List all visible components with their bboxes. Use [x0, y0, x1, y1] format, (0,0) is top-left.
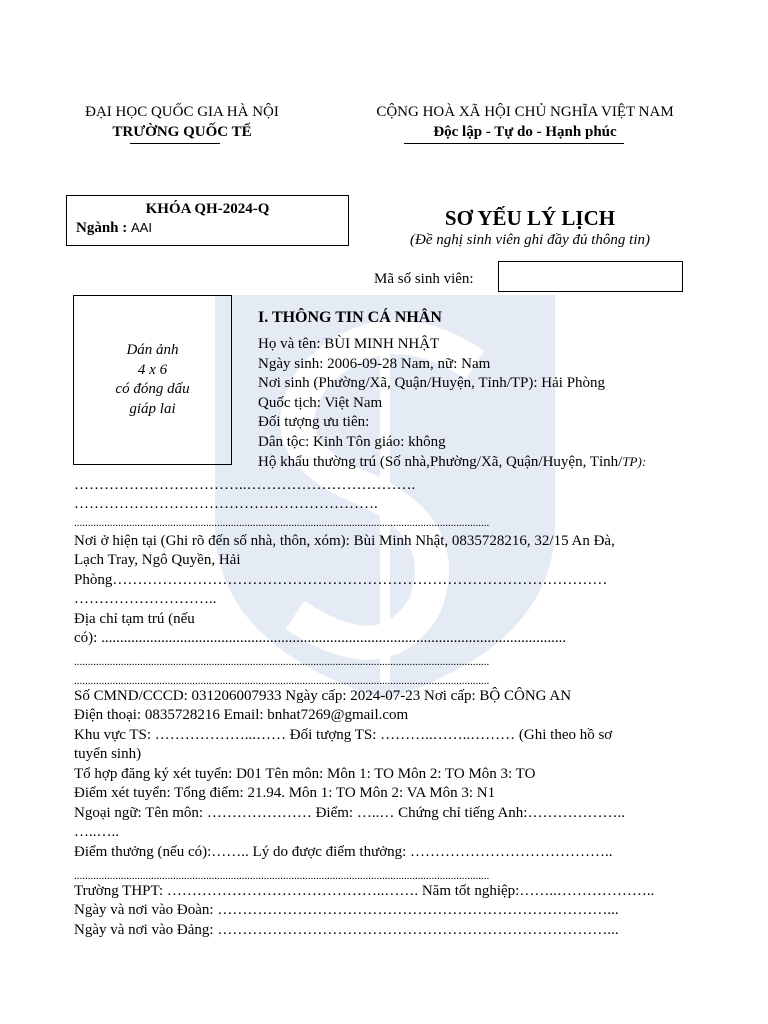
high-school: Trường THPT: ……………………………………..……. Năm tốt nghiệp:……..……………….. — [74, 883, 655, 899]
phone-email: Điện thoại: 0835728216 Email: bnhat7269@gmail.com — [74, 707, 409, 723]
photo-instructions — [73, 341, 232, 419]
motto-underline — [404, 143, 624, 144]
document-subtitle: (Đề nghị sinh viên ghi đầy đủ thông tin) — [410, 232, 650, 248]
personal-info-block — [258, 335, 646, 473]
language-2: …..….. — [74, 824, 119, 840]
region-2: tuyển sinh) — [74, 746, 142, 762]
photo-line-3: có đóng dấu — [115, 381, 190, 397]
photo-line-2: 4 x 6 — [137, 361, 168, 378]
language-1: Ngoại ngữ: Tên môn: ………………… Điểm: …..… Chứng chỉ tiếng Anh:……………….. — [74, 805, 625, 821]
region-1: Khu vực TS: ………………...…… Đối tượng TS: ………..……..……… (Ghi theo hồ sơ — [74, 727, 613, 743]
temp-address-2: có): ............................................................................................................................ — [74, 630, 567, 646]
document-title: SƠ YẾU LÝ LỊCH — [444, 206, 616, 230]
ethnicity-religion: Dân tộc: Kinh Tôn giáo: không — [258, 433, 446, 450]
household-dots-3: ....................................................................................................................................................... — [74, 517, 490, 529]
household-dots-1: ……………………………..……………………………. — [74, 477, 416, 493]
id-card: Số CMND/CCCD: 031206007933 Ngày cấp: 2024-07-23 Nơi cấp: BỘ CÔNG AN — [74, 688, 572, 704]
major-label: Ngành : — [76, 220, 128, 236]
section-heading: I. THÔNG TIN CÁ NHÂN — [258, 309, 442, 326]
photo-line-4: giáp lai — [129, 400, 176, 417]
university-name: ĐẠI HỌC QUỐC GIA HÀ NỘI — [85, 104, 279, 120]
household-dots-2: ……………………………………………………. — [74, 496, 378, 512]
household-tp: TP): — [622, 454, 647, 469]
student-id-label: Mã số sinh viên: — [374, 271, 474, 287]
school-underline — [130, 143, 220, 144]
date-of-birth: Ngày sinh: 2006-09-28 Nam, nữ: Nam — [258, 355, 491, 372]
temp-dots-2: ....................................................................................................................................................... — [74, 675, 490, 687]
full-name: Họ và tên: BÙI MINH NHẬT — [258, 336, 440, 352]
party-membership: Ngày và nơi vào Đảng: ……………………………………………………………………... — [74, 922, 619, 938]
current-address-3: Phòng……………………………………………………………………………………… — [74, 572, 608, 588]
current-address-2: Lạch Tray, Ngô Quyền, Hải — [74, 552, 241, 568]
bonus-dots: ....................................................................................................................................................... — [74, 870, 490, 882]
motto: Độc lập - Tự do - Hạnh phúc — [433, 124, 617, 140]
photo-line-1: Dán ảnh — [126, 342, 179, 358]
household-label — [258, 452, 646, 473]
major-value: AAI — [131, 220, 152, 235]
temp-dots-1: ....................................................................................................................................................... — [74, 656, 490, 668]
student-id-input[interactable] — [498, 261, 683, 292]
major-row — [76, 220, 152, 237]
current-address-1: Nơi ở hiện tại (Ghi rõ đến số nhà, thôn, xóm): Bùi Minh Nhật, 0835728216, 32/15 An Đà, — [74, 533, 615, 549]
course-code: KHÓA QH-2024-Q — [145, 201, 270, 217]
school-name: TRƯỜNG QUỐC TẾ — [112, 124, 252, 140]
current-address-4: ……………………….. — [74, 591, 217, 607]
priority-group: Đối tượng ưu tiên: — [258, 414, 370, 430]
youth-union: Ngày và nơi vào Đoàn: ……………………………………………………………………... — [74, 902, 619, 918]
household-text: Hộ khẩu thường trú (Số nhà,Phường/Xã, Quận/Huyện, Tỉnh/ — [258, 454, 623, 470]
admission-score: Điểm xét tuyển: Tổng điểm: 21.94. Môn 1: TO Môn 2: VA Môn 3: N1 — [74, 785, 496, 801]
temp-address-1: Địa chỉ tạm trú (nếu — [74, 611, 195, 627]
nationality: Quốc tịch: Việt Nam — [258, 394, 383, 411]
country-title: CỘNG HOÀ XÃ HỘI CHỦ NGHĨA VIỆT NAM — [376, 104, 674, 120]
birthplace: Nơi sinh (Phường/Xã, Quận/Huyện, Tỉnh/TP): Hải Phòng — [258, 375, 606, 391]
bonus-points: Điểm thưởng (nếu có):…….. Lý do được điểm thưởng: ………………………………….. — [74, 844, 613, 860]
subject-combo: Tổ hợp đăng ký xét tuyển: D01 Tên môn: Môn 1: TO Môn 2: TO Môn 3: TO — [74, 766, 536, 782]
